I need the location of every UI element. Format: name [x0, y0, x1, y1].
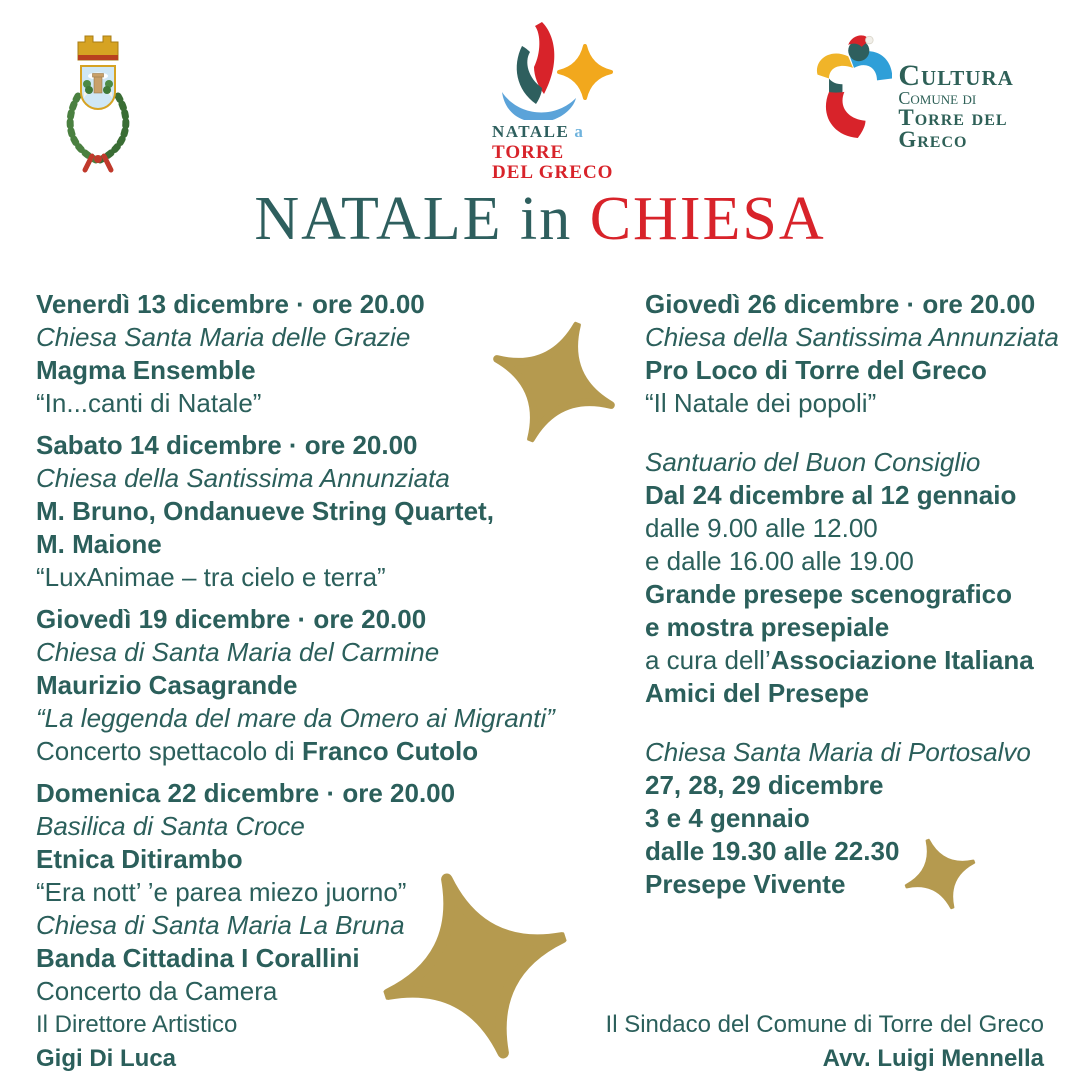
event-line — [645, 644, 1070, 677]
title-natale-in: NATALE in — [254, 185, 573, 253]
cultura-person-figure-icon — [806, 34, 892, 146]
logo-text-a: a — [574, 122, 585, 141]
event-line-bold: Associazione Italiana — [770, 645, 1034, 675]
event-block — [36, 429, 616, 594]
event-line: Grande presepe scenografico — [645, 579, 1013, 609]
event-line: Magma Ensemble — [36, 355, 256, 385]
event-line-bold: Franco Cutolo — [301, 736, 479, 766]
event-block — [645, 288, 1070, 420]
logo-text-del-greco: DEL GRECO — [492, 162, 614, 183]
event-block — [645, 446, 1070, 710]
cultura-logo-wordmark — [898, 59, 1080, 152]
event-line: Santuario del Buon Consiglio — [645, 447, 981, 477]
event-line: Domenica 22 dicembre · ore 20.00 — [36, 778, 456, 808]
event-line: Venerdì 13 dicembre · ore 20.00 — [36, 289, 425, 319]
event-line: Pro Loco di Torre del Greco — [645, 355, 987, 385]
natale-a-torre-del-greco-logo — [470, 20, 640, 182]
logo-text-torre: TORRE — [492, 142, 565, 163]
logo-text-cultura: Cultura — [898, 59, 1014, 92]
event-line: Sabato 14 dicembre · ore 20.00 — [36, 430, 418, 460]
event-line: Chiesa Santa Maria di Portosalvo — [645, 737, 1031, 767]
event-line: Chiesa della Santissima Annunziata — [36, 463, 450, 493]
event-line: Dal 24 dicembre al 12 gennaio — [645, 480, 1017, 510]
natale-swoosh-star-icon — [484, 20, 616, 120]
event-line: Etnica Ditirambo — [36, 844, 243, 874]
credit-name: Avv. Luigi Mennella — [822, 1045, 1044, 1072]
event-line: “Era nott’ ’e parea miezo juorno” — [36, 877, 407, 907]
event-line: Maurizio Casagrande — [36, 670, 298, 700]
event-line: e dalle 16.00 alle 19.00 — [645, 546, 914, 576]
logo-text-torre-del-greco: Torre del Greco — [898, 105, 1008, 152]
logo-text-comune-di: Comune di — [898, 88, 977, 108]
torre-del-greco-coat-of-arms — [48, 28, 148, 174]
title-chiesa: CHIESA — [589, 185, 826, 253]
credit-role: Il Direttore Artistico — [36, 1011, 238, 1038]
events-column-right — [645, 288, 1070, 927]
page-title — [0, 184, 1080, 255]
mayor-credit — [606, 1008, 1044, 1076]
event-line: Giovedì 19 dicembre · ore 20.00 — [36, 604, 427, 634]
event-line: dalle 19.30 alle 22.30 — [645, 836, 900, 866]
event-line: Banda Cittadina I Corallini — [36, 943, 360, 973]
event-line: Chiesa di Santa Maria La Bruna — [36, 910, 405, 940]
event-line: e mostra presepiale — [645, 612, 890, 642]
event-line: Presepe Vivente — [645, 869, 846, 899]
event-line: Chiesa Santa Maria delle Grazie — [36, 322, 411, 352]
event-line: dalle 9.00 alle 12.00 — [645, 513, 878, 543]
credit-role: Il Sindaco del Comune di Torre del Greco — [605, 1011, 1044, 1038]
cultura-comune-logo — [806, 34, 1080, 151]
event-line: Chiesa della Santissima Annunziata — [645, 322, 1059, 352]
event-line: “Il Natale dei popoli” — [645, 388, 877, 418]
event-line: Chiesa di Santa Maria del Carmine — [36, 637, 440, 667]
natale-logo-wordmark — [492, 122, 640, 182]
event-line: 27, 28, 29 dicembre — [645, 770, 884, 800]
event-line: “LuxAnimae – tra cielo e terra” — [36, 562, 386, 592]
event-line: 3 e 4 gennaio — [645, 803, 810, 833]
artistic-director-credit — [36, 1008, 237, 1076]
credit-name: Gigi Di Luca — [36, 1045, 177, 1072]
event-line: M. Bruno, Ondanueve String Quartet, — [36, 496, 494, 526]
event-block — [645, 736, 1070, 901]
event-line-prefix: Concerto spettacolo di — [36, 736, 302, 766]
torre-del-greco-crest-icon — [48, 28, 148, 174]
event-line: M. Maione — [36, 529, 162, 559]
logo-text-natale: NATALE — [492, 122, 570, 141]
event-block — [36, 603, 616, 768]
event-line: Basilica di Santa Croce — [36, 811, 305, 841]
event-line: “La leggenda del mare da Omero ai Migranti” — [36, 703, 555, 733]
event-line: Amici del Presepe — [645, 678, 869, 708]
event-line: Concerto da Camera — [36, 976, 278, 1006]
event-line: “In...canti di Natale” — [36, 388, 262, 418]
event-line-prefix: a cura dell’ — [645, 645, 771, 675]
event-line — [36, 735, 616, 768]
event-line: Giovedì 26 dicembre · ore 20.00 — [645, 289, 1036, 319]
